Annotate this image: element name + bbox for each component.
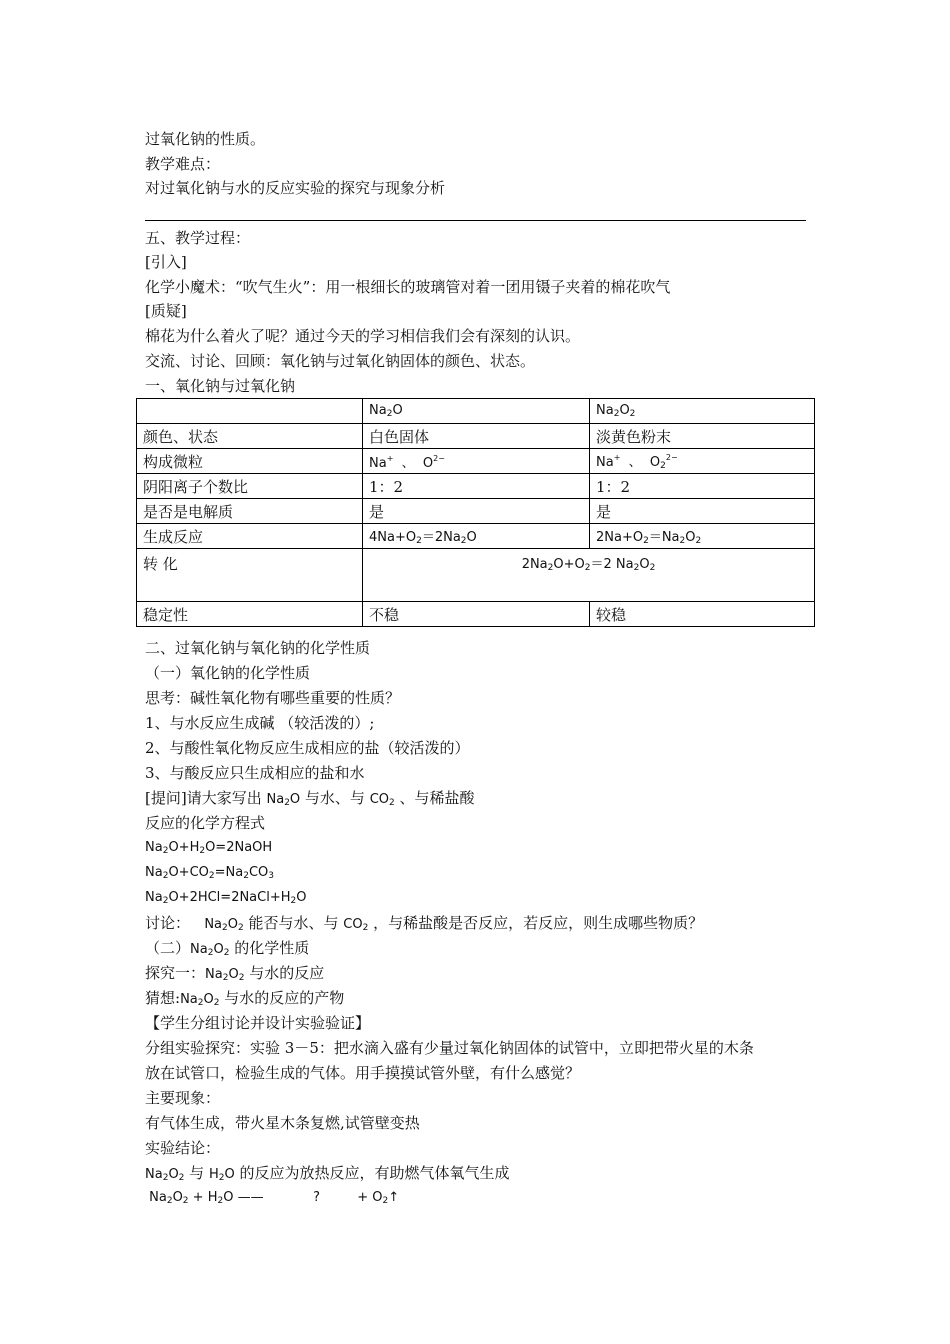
text-line-intro-tag: [引入]	[145, 253, 187, 271]
text-line-think: 思考：碱性氧化物有哪些重要的性质？	[145, 689, 401, 707]
text-line-phenomena: 有气体生成，带火星木条复燃,试管壁变热	[145, 1114, 420, 1132]
text-line-2: 教学难点：	[145, 155, 221, 173]
text-line-1: 过氧化钠的性质。	[145, 130, 266, 148]
equation-3: $Na_2O+2HCl=2NaCl+H_2O$	[145, 890, 307, 906]
table-row	[137, 449, 815, 474]
text-line-cotton: 棉花为什么着火了呢？通过今天的学习相信我们会有深刻的认识。	[145, 327, 581, 345]
table-cell: 1：2	[363, 474, 590, 499]
table-cell: 白色固体	[363, 424, 590, 449]
table-cell: $4Na+O_2=2Na_2O$	[363, 524, 590, 549]
table-cell: 构成微粒	[137, 449, 363, 474]
list-item: 3、与酸反应只生成相应的盐和水	[145, 764, 365, 782]
table-cell: 淡黄色粉末	[590, 424, 815, 449]
horizontal-rule	[145, 220, 806, 221]
table-cell: Na+ 、 $O_2^{2-}$	[590, 449, 815, 474]
text-line-conclusion-label: 实验结论：	[145, 1139, 221, 1157]
table-row	[137, 602, 815, 627]
text-line-guess: 猜想$:Na_2O_2$ 与水的反应的产物	[145, 989, 345, 1008]
list-item: 1、与水反应生成碱 （较活泼的）;	[145, 714, 375, 732]
table-cell	[137, 399, 363, 424]
table-cell: 是	[363, 499, 590, 524]
text-line-phenomena-label: 主要现象：	[145, 1089, 221, 1107]
table-cell: 颜色、状态	[137, 424, 363, 449]
text-line-equations-label: 反应的化学方程式	[145, 814, 266, 832]
text-line-conclusion: $Na_2O_2$ 与 $H_2O$ 的反应为放热反应，有助燃气体氧气生成	[145, 1164, 510, 1183]
table-header-row	[137, 399, 815, 424]
table-row	[137, 474, 815, 499]
text-line-3: 对过氧化钠与水的反应实验的探究与现象分析	[145, 179, 446, 197]
table-cell: 是否是电解质	[137, 499, 363, 524]
text-line-experiment-2: 放在试管口，检验生成的气体。用手摸摸试管外壁，有什么感觉？	[145, 1064, 581, 1082]
text-line-question-tag: [质疑]	[145, 302, 187, 320]
table-header-na2o: $Na_2O$	[363, 399, 590, 424]
table-header-na2o2: $Na_2O_2$	[590, 399, 815, 424]
table-cell: 不稳	[363, 602, 590, 627]
section-heading-1: 一、氧化钠与过氧化钠	[145, 377, 296, 395]
table-cell: Na+ 、 $O^{2-}$	[363, 449, 590, 474]
table-cell: 1：2	[590, 474, 815, 499]
table-cell: 生成反应	[137, 524, 363, 549]
text-line-explore: 探究一：$Na_2O_2$ 与水的反应	[145, 964, 325, 983]
table-cell: 稳定性	[137, 602, 363, 627]
section-heading-2: 二、过氧化钠与氧化钠的化学性质	[145, 639, 371, 657]
text-line-ask: [提问]请大家写出 $Na_2O$ 与水、与 $CO_2$ 、与稀盐酸	[145, 789, 475, 808]
table-row	[137, 499, 815, 524]
text-line-experiment-1: 分组实验探究：实验 3－5：把水滴入盛有少量过氧化钠固体的试管中，立即把带火星的木条	[145, 1039, 754, 1057]
equation-1: $Na_2O+H_2O=2NaOH$	[145, 840, 273, 856]
table-cell: 阴阳离子个数比	[137, 474, 363, 499]
equation-reaction: $Na_2O_2 + H_2O$ —— ? + $O_2↑$	[145, 1190, 400, 1206]
text-line-review: 交流、讨论、回顾：氧化钠与过氧化钠固体的颜色、状态。	[145, 352, 536, 370]
list-item: 2、与酸性氧化物反应生成相应的盐（较活泼的）	[145, 739, 470, 757]
table-cell: $2Na+O_2=Na_2O_2$	[590, 524, 815, 549]
table-row	[137, 549, 815, 602]
section-heading-5: 五、教学过程：	[145, 229, 251, 247]
subsection-heading-2: （二）$Na_2O_2$ 的化学性质	[145, 939, 310, 958]
text-line-magic: 化学小魔术：“吹气生火”：用一根细长的玻璃管对着一团用镊子夹着的棉花吹气	[145, 278, 671, 296]
table-cell: 是	[590, 499, 815, 524]
table-cell: 较稳	[590, 602, 815, 627]
properties-table	[136, 398, 815, 627]
subsection-heading-1: （一）氧化钠的化学性质	[145, 664, 311, 682]
equation-2: $Na_2O+CO_2=Na_2CO_3$	[145, 865, 274, 881]
table-cell: $2Na_2O+O_2=2$ $Na_2O_2$	[363, 549, 815, 602]
text-line-discuss: 讨论： $Na_2O_2$ 能否与水、与 $CO_2$ ，与稀盐酸是否反应，若反应，则生成哪些物质？	[145, 914, 704, 933]
table-cell: 转 化	[137, 549, 363, 602]
table-row	[137, 424, 815, 449]
text-line-group: 【学生分组讨论并设计实验验证】	[145, 1014, 371, 1032]
table-row	[137, 524, 815, 549]
